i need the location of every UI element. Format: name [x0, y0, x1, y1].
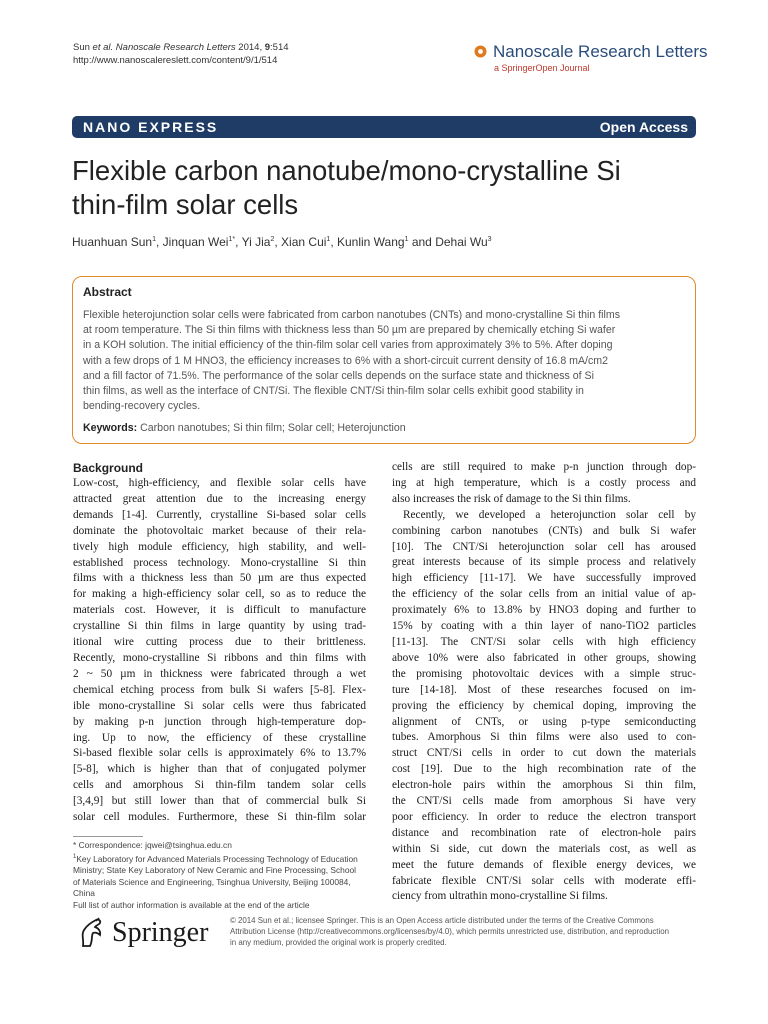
right-column	[392, 460, 696, 905]
author-list: Huanhuan Sun$^1$, Jinquan Wei$^{1*}$, Yi Jia$^2$, Xian Cui$^1$, Kunlin Wang$^1$ and Dehai Wu$^3$	[72, 235, 492, 249]
affiliation-line	[73, 852, 373, 865]
citation-line	[73, 41, 289, 54]
citation-block	[73, 41, 289, 67]
author-name: Jinquan Wei	[162, 235, 229, 249]
body-line: alignment of CNTs, or using p-type semiconducting	[392, 715, 696, 728]
body-line: by making p-n junction through high-temperature dop-	[73, 715, 366, 728]
citation-etal: et al.	[92, 42, 114, 53]
left-column	[73, 460, 366, 826]
license-line: © 2014 Sun et al.; licensee Springer. This is an Open Access article distributed under the terms of the Creative Commons	[230, 916, 654, 925]
body-line: for making a high-efficiency solar cell, so as to reduce the	[73, 588, 366, 601]
body-line: tubes. Amorphous Si thin films were also used to con-	[392, 731, 696, 744]
body-line: Si-based flexible solar cells is approximately 6% to 13.7%	[73, 747, 366, 760]
license-line: Attribution License (http://creativecommons.org/licenses/by/4.0), which permits unrestricted use, distribution, and reproduction	[230, 927, 670, 937]
body-line: cells and amorphous Si thin-film tandem solar cells	[73, 779, 366, 792]
body-line: meet the future demands of flexible energy devices, we	[392, 858, 696, 871]
author-affiliation: 1	[404, 236, 409, 243]
footnote-rule	[73, 836, 143, 837]
article-type-banner	[72, 116, 696, 138]
journal-logo[interactable]	[474, 42, 708, 74]
title-line: thin-film solar cells	[72, 189, 299, 220]
springer-horse-icon	[76, 917, 106, 949]
author-name: Huanhuan Sun	[72, 235, 153, 249]
journal-name: Nanoscale Research Letters	[493, 42, 708, 61]
body-line: combining carbon nanotubes (CNTs) and bulk Si wafer	[392, 524, 696, 537]
author-name: Xian Cui	[281, 235, 327, 249]
keywords	[83, 422, 406, 434]
author-affiliation: 1	[152, 236, 156, 243]
abstract-line: at room temperature. The Si thin films with thickness less than 50 µm are prepared by chemically etching Si wafer	[83, 324, 616, 337]
citation-year: 2014,	[235, 42, 265, 53]
body-line: electron-hole pairs within the amorphous Si thin film,	[392, 779, 696, 792]
citation-volume: 9	[264, 42, 271, 53]
body-line: itional wire cutting process due to their brittleness.	[73, 636, 366, 649]
abstract-box	[72, 276, 696, 444]
body-line: ture [14-18]. Most of these researches focused on im-	[392, 683, 696, 696]
body-line: Low-cost, high-efficiency, and flexible solar cells have	[73, 477, 366, 489]
journal-logo-icon	[474, 45, 487, 58]
body-line: struct CNT/Si cells in order to cut down the materials	[392, 747, 696, 760]
abstract-line: Flexible heterojunction solar cells were fabricated from carbon nanotubes (CNTs) and mono-crystalline Si thin films	[83, 309, 620, 321]
affiliation-number: 1	[73, 853, 77, 860]
article-url[interactable]: http://www.nanoscalereslett.com/content/9/1/514	[73, 55, 278, 66]
body-line: ciency from ultrathin mono-crystalline Si films.	[392, 890, 608, 903]
author-affiliation: 2	[270, 236, 275, 243]
body-line: attracted great attention due to the increasing energy	[73, 492, 366, 505]
license-notice	[230, 915, 700, 949]
body-line: chemical etching process from bulk Si wafers [5-8]. Flex-	[73, 683, 366, 696]
body-line: ing. Up to now, the efficiency of these crystalline	[73, 731, 366, 744]
footnote	[73, 840, 373, 911]
body-line: demands [1-4]. Currently, crystalline Si-based solar cells	[73, 508, 366, 521]
license-line: in any medium, provided the original work is properly credited.	[230, 938, 447, 948]
body-line: proving the efficiency by chemical doping, improving the	[392, 699, 696, 712]
body-line: distance and recombination rate of electron-hole pairs	[392, 826, 696, 839]
article-type: NANO EXPRESS	[83, 119, 219, 135]
author-info-note: Full list of author information is available at the end of the article	[73, 899, 310, 910]
body-line: fabricate flexible CNT/Si solar cells with moderate effi-	[392, 874, 696, 887]
body-line: [10]. The CNT/Si heterojunction solar cell has aroused	[392, 540, 696, 553]
body-line: 2 ~ 50 µm in thickness were fabricated through a wet	[73, 667, 366, 680]
abstract-line: and a fill factor of 71.5%. The performance of the solar cells depends on the surface state and thickness of Si	[83, 369, 594, 382]
body-line: cells are still required to make p-n junction through dop-	[392, 461, 696, 473]
body-line: the efficiency of the solar cells from an initial value of ap-	[392, 588, 696, 601]
title-line: Flexible carbon nanotube/mono-crystalline Si	[72, 155, 621, 186]
body-line: films with a thickness less than 50 µm are thus expected	[73, 572, 366, 585]
article-title	[72, 154, 696, 222]
open-access-label: Open Access	[599, 119, 688, 135]
body-line: ing at high temperature, which is a costly process and	[392, 476, 696, 489]
body-line: high efficiency [11-17]. We have successfully improved	[392, 572, 696, 585]
body-line: Recently, we developed a heterojunction solar cell by	[403, 508, 696, 521]
body-line: [3,4,9] but still lower than that of commercial bulk Si	[73, 795, 366, 808]
author-name: Dehai Wu	[435, 235, 488, 249]
body-line: poor efficiency. In order to reduce the electron transport	[392, 810, 696, 823]
citation-page: :514	[270, 42, 289, 53]
affiliation-line: Ministry; State Key Laboratory of New Ceramic and Fine Processing, School	[73, 864, 357, 875]
body-line: established process technology. Mono-crystalline Si thin	[73, 556, 366, 569]
author-affiliation: 1	[326, 236, 331, 243]
author-affiliation: 3	[487, 236, 492, 243]
body-line: Recently, mono-crystalline Si ribbons and thin films with	[73, 651, 366, 664]
body-line: solar cell modules. Furthermore, these Si thin-film solar	[73, 811, 366, 824]
citation-journal: Nanoscale Research Letters	[113, 42, 236, 53]
affiliation-line: China	[73, 888, 95, 899]
body-line: the CNT/Si cells made from amorphous Si have very	[392, 795, 696, 808]
body-line: [5-8], which is higher than that of conjugated polymer	[73, 763, 366, 776]
abstract-line: thin films, as well as the interface of CNT/Si. The flexible CNT/Si thin-film solar cells exhibit good stability in	[83, 385, 584, 398]
body-line: crystalline Si thin films in large quantity by using trad-	[73, 620, 366, 633]
springer-wordmark: Springer	[112, 917, 209, 948]
body-line: 15% by coating with a thin layer of nano-TiO2 particles	[392, 620, 696, 633]
body-line: dominate the photovoltaic market because of their rela-	[73, 524, 366, 537]
body-line: the promising photovoltaic devices with a simple struc-	[392, 667, 696, 680]
affiliation-line: of Materials Science and Engineering, Tsinghua University, Beijing 100084,	[73, 876, 351, 887]
body-line: great interests because of its simple process and relatively	[392, 556, 696, 569]
abstract-line: bending-recovery cycles.	[83, 400, 201, 413]
body-line: cost [19]. Due to the high recombination rate of the	[392, 763, 696, 776]
springer-logo	[76, 917, 216, 957]
body-line: [11-13]. The CNT/Si solar cells with high efficiency	[392, 635, 696, 648]
body-line: also increases the risk of damage to the Si thin films.	[392, 492, 631, 505]
body-line: ible mono-crystalline Si solar cells were thus fabricated	[73, 699, 366, 712]
journal-subtitle: a SpringerOpen Journal	[494, 63, 590, 73]
citation-author: Sun	[73, 42, 93, 53]
author-name: Kunlin Wang	[336, 235, 405, 249]
body-line: materials cost. However, it is difficult to manufacture	[73, 604, 366, 617]
section-heading-background: Background	[73, 461, 144, 475]
affiliation-text: Key Laboratory for Advanced Materials Processing Technology of Education	[76, 853, 358, 864]
abstract-line: in a KOH solution. The initial efficiency of the thin-film solar cell varies from approximately 3% to 5%. After doping	[83, 339, 613, 352]
correspondence: * Correspondence: jqwei@tsinghua.edu.cn	[73, 840, 232, 850]
body-line: proximately 6% to 13.8% by HNO3 doping and further to	[392, 604, 696, 617]
body-line: within Si side, cut down the materials cost, as well as	[392, 842, 696, 855]
abstract-heading: Abstract	[83, 285, 132, 299]
abstract-line: with a few drops of 1 M HNO3, the efficiency increases to 6% with a short-circuit current density of 16.8 mA/cm2	[83, 354, 609, 367]
author-affiliation: 1*	[228, 236, 236, 243]
body-line: tively high module efficiency, high stability, and well-	[73, 540, 366, 553]
author-name: Yi Jia	[241, 235, 271, 249]
abstract-text	[83, 308, 683, 414]
body-line: above 10% were also fabricated in other groups, showing	[392, 651, 696, 664]
keywords-label: Keywords:	[83, 422, 138, 434]
keywords-list: Carbon nanotubes; Si thin film; Solar cell; Heterojunction	[137, 422, 406, 434]
